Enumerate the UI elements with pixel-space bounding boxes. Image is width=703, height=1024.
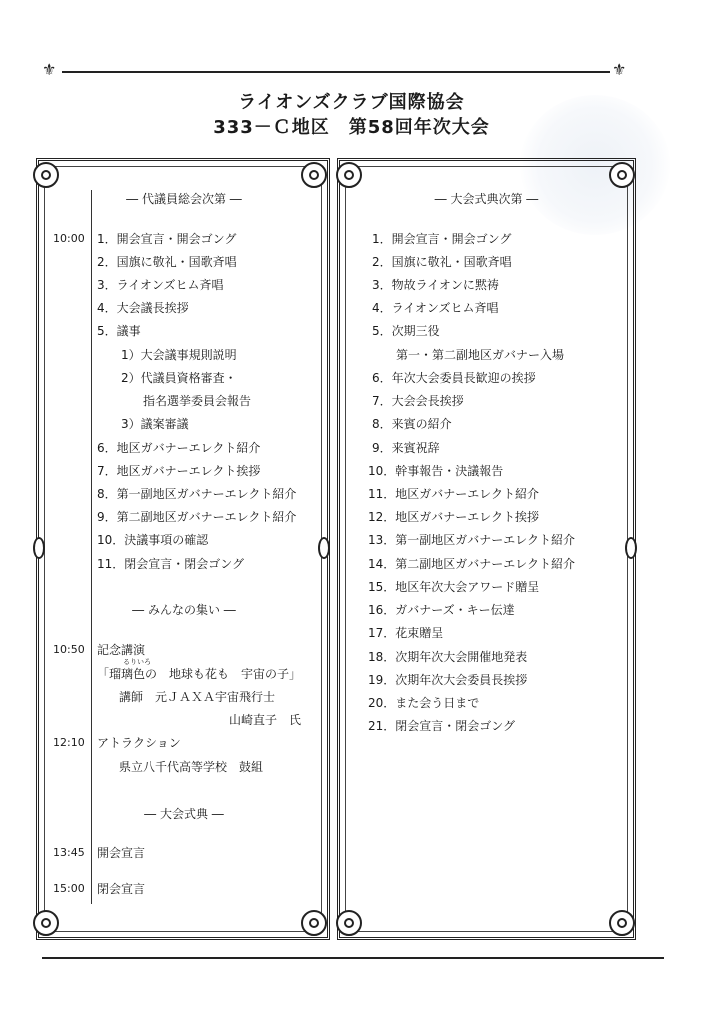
list-item: 4．ライオンズヒム斉唱 (372, 301, 499, 315)
corner-swirl-icon (609, 162, 635, 188)
list-item: 2．国旗に敬礼・国歌斉唱 (97, 255, 237, 269)
list-item: 11．地区ガバナーエレクト紹介 (368, 487, 540, 501)
time-label: 10:50 (53, 643, 85, 656)
list-item: 7．大会会長挨拶 (372, 394, 464, 408)
corner-swirl-icon (33, 162, 59, 188)
lecturer-name: 山崎直子 氏 (229, 713, 302, 727)
corner-swirl-icon (336, 910, 362, 936)
list-item: 10．幹事報告・決議報告 (368, 464, 504, 478)
lecture-ruby: るりいろ (123, 658, 151, 666)
top-ornamental-rule (62, 71, 610, 73)
list-item: 4．大会議長挨拶 (97, 301, 189, 315)
list-item: 9．来賓祝辞 (372, 441, 440, 455)
fleur-de-lis-icon-left: ⚜ (42, 60, 57, 79)
right-program-panel (337, 158, 636, 940)
list-item: 5．議事 (97, 324, 141, 338)
corner-swirl-icon (609, 910, 635, 936)
side-knot-icon (33, 537, 45, 559)
list-item: 21．閉会宣言・閉会ゴング (368, 719, 516, 733)
list-item: 6．年次大会委員長歓迎の挨拶 (372, 371, 536, 385)
list-item: 13．第一副地区ガバナーエレクト紹介 (368, 533, 576, 547)
list-item: 5．次期三役 (372, 324, 440, 338)
list-item: 1．開会宣言・開会ゴング (97, 232, 237, 246)
lecture-label: 記念講演 (97, 643, 146, 657)
list-item: 8．来賓の紹介 (372, 417, 452, 431)
title-line-2: 333－Ｃ地区 第58回年次大会 (213, 117, 490, 138)
list-item: 19．次期年次大会委員長挨拶 (368, 673, 528, 687)
list-item: 16．ガバナーズ・キー伝達 (368, 603, 515, 617)
list-item: 7．地区ガバナーエレクト挨拶 (97, 464, 261, 478)
corner-swirl-icon (336, 162, 362, 188)
list-item: 11．閉会宣言・閉会ゴング (97, 557, 245, 571)
list-item: 15．地区年次大会アワード贈呈 (368, 580, 540, 594)
corner-swirl-icon (301, 162, 327, 188)
list-item: 10．決議事項の確認 (97, 533, 209, 547)
list-item: 9．第二副地区ガバナーエレクト紹介 (97, 510, 297, 524)
list-item: 17．花束贈呈 (368, 626, 444, 640)
list-subitem: 2）代議員資格審査・ (121, 371, 237, 385)
corner-swirl-icon (33, 910, 59, 936)
time-label: 12:10 (53, 736, 85, 749)
list-item: 3．物故ライオンに黙祷 (372, 278, 499, 292)
lecturer-role: 講師 元ＪＡＸＡ宇宙飛行士 (119, 690, 276, 704)
list-item: 1．開会宣言・開会ゴング (372, 232, 512, 246)
list-item: 14．第二副地区ガバナーエレクト紹介 (368, 557, 576, 571)
list-subitem: 3）議案審議 (121, 417, 189, 431)
list-item: 6．地区ガバナーエレクト紹介 (97, 441, 261, 455)
bottom-rule (42, 957, 664, 959)
list-item: 2．国旗に敬礼・国歌斉唱 (372, 255, 512, 269)
section-title-ceremony-program: ― 大会式典次第 ― (434, 192, 539, 206)
left-program-panel (36, 158, 330, 940)
timeline-divider (91, 190, 92, 904)
list-item: 12．地区ガバナーエレクト挨拶 (368, 510, 540, 524)
list-item: 20．また会う日まで (368, 696, 480, 710)
list-subitem: 1）大会議事規則説明 (121, 348, 237, 362)
fleur-de-lis-icon-right: ⚜ (612, 60, 627, 79)
title-line-1: ライオンズクラブ国際協会 (238, 92, 465, 113)
attraction-detail: 県立八千代高等学校 鼓組 (119, 760, 264, 774)
corner-swirl-icon (301, 910, 327, 936)
section-title-gathering: ― みんなの集い ― (132, 603, 236, 617)
time-label: 13:45 (53, 846, 85, 859)
list-item: 8．第一副地区ガバナーエレクト紹介 (97, 487, 297, 501)
section-title-delegates-meeting: ― 代議員総会次第 ― (126, 192, 242, 206)
side-knot-icon (625, 537, 637, 559)
opening-declaration: 開会宣言 (97, 846, 146, 860)
side-knot-icon (318, 537, 330, 559)
section-title-ceremony: ― 大会式典 ― (144, 807, 224, 821)
list-item: 18．次期年次大会開催地発表 (368, 650, 528, 664)
lecture-title: 「瑠璃色の 地球も花も 宇宙の子」 (97, 667, 302, 681)
time-label: 10:00 (53, 232, 85, 245)
list-item: 3．ライオンズヒム斉唱 (97, 278, 224, 292)
closing-declaration: 閉会宣言 (97, 882, 146, 896)
time-label: 15:00 (53, 882, 85, 895)
attraction-label: アトラクション (97, 736, 181, 750)
list-subitem-continued: 指名選挙委員会報告 (143, 394, 252, 408)
list-item-continued: 第一・第二副地区ガバナー入場 (396, 348, 565, 362)
